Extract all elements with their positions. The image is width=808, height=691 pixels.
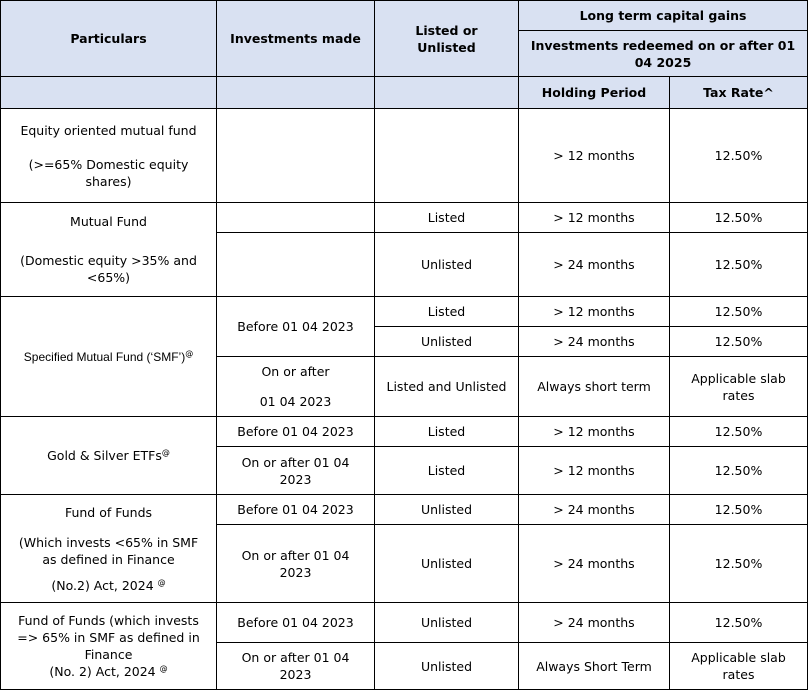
listed-cell: Listed	[375, 417, 519, 447]
header-holding-period: Holding Period	[519, 77, 670, 109]
listed-cell	[375, 109, 519, 203]
header-redeemed: Investments redeemed on or after 01 04 2025	[519, 31, 808, 77]
investments-cell	[217, 233, 375, 297]
holding-cell: > 24 months	[519, 327, 670, 357]
act-text: (No. 2) Act, 2024	[49, 664, 156, 679]
particulars-note-act	[7, 577, 210, 594]
investments-cell: Before 01 04 2023	[217, 297, 375, 357]
header-blank-1	[1, 77, 217, 109]
particulars-text: Fund of Funds (which invests => 65% in SMF as defined in Finance	[17, 613, 200, 662]
listed-cell: Unlisted	[375, 525, 519, 603]
particulars-text: Equity oriented mutual fund	[20, 122, 197, 138]
table-row	[1, 495, 808, 525]
listed-cell: Unlisted	[375, 495, 519, 525]
table-row	[1, 203, 808, 233]
listed-cell: Unlisted	[375, 233, 519, 297]
particulars-text: Gold & Silver ETFs	[47, 448, 162, 463]
act-text: (No.2) Act, 2024	[51, 577, 154, 593]
listed-cell: Listed	[375, 203, 519, 233]
rate-cell: Applicable slab rates	[670, 643, 808, 690]
investments-date: 01 04 2023	[259, 394, 332, 409]
rate-cell: 12.50%	[670, 109, 808, 203]
rate-cell: 12.50%	[670, 203, 808, 233]
rate-cell: 12.50%	[670, 417, 808, 447]
particulars-note: (Domestic equity >35% and <65%)	[20, 253, 197, 285]
header-particulars: Particulars	[1, 1, 217, 77]
holding-cell: Always short term	[519, 357, 670, 417]
investments-text: On or after	[261, 364, 330, 379]
investments-cell: Before 01 04 2023	[217, 417, 375, 447]
holding-cell: > 12 months	[519, 203, 670, 233]
rate-cell: 12.50%	[670, 525, 808, 603]
particulars-note: (>=65% Domestic equity shares)	[28, 156, 189, 189]
particulars-cell	[1, 417, 217, 495]
table-row	[1, 603, 808, 643]
particulars-cell	[1, 297, 217, 417]
rate-cell: 12.50%	[670, 327, 808, 357]
investments-cell	[217, 109, 375, 203]
header-blank-2	[217, 77, 375, 109]
holding-cell: > 24 months	[519, 495, 670, 525]
header-ltcg: Long term capital gains	[519, 1, 808, 31]
header-blank-3	[375, 77, 519, 109]
investments-cell: On or after 01 04 2023	[217, 525, 375, 603]
rate-cell: 12.50%	[670, 297, 808, 327]
particulars-text: Fund of Funds	[64, 504, 153, 520]
investments-cell	[217, 357, 375, 417]
listed-cell: Unlisted	[375, 327, 519, 357]
listed-cell: Listed and Unlisted	[375, 357, 519, 417]
particulars-text: Mutual Fund	[70, 214, 147, 229]
investments-cell: On or after 01 04 2023	[217, 643, 375, 690]
particulars-text: Specified Mutual Fund (‘SMF’)	[23, 349, 186, 364]
listed-cell: Listed	[375, 297, 519, 327]
footnote-marker: @	[161, 447, 170, 457]
rate-cell: Applicable slab rates	[670, 357, 808, 417]
header-tax-rate: Tax Rate^	[670, 77, 808, 109]
investments-cell	[217, 203, 375, 233]
rate-cell: 12.50%	[670, 447, 808, 495]
holding-cell: > 12 months	[519, 109, 670, 203]
header-investments-made: Investments made	[217, 1, 375, 77]
particulars-note: (Which invests <65% in SMF as defined in Finance	[18, 534, 199, 567]
investments-cell: Before 01 04 2023	[217, 603, 375, 643]
footnote-marker: @	[159, 663, 168, 673]
table-row	[1, 417, 808, 447]
holding-cell: > 12 months	[519, 297, 670, 327]
table-row	[1, 297, 808, 327]
footnote-marker: @	[157, 577, 166, 587]
footnote-marker: @	[185, 348, 194, 358]
particulars-cell	[1, 203, 217, 297]
investments-cell: On or after 01 04 2023	[217, 447, 375, 495]
listed-cell: Listed	[375, 447, 519, 495]
holding-cell: > 24 months	[519, 525, 670, 603]
listed-cell: Unlisted	[375, 603, 519, 643]
holding-cell: > 24 months	[519, 603, 670, 643]
rate-cell: 12.50%	[670, 233, 808, 297]
listed-cell: Unlisted	[375, 643, 519, 690]
holding-cell: > 12 months	[519, 417, 670, 447]
holding-cell: Always Short Term	[519, 643, 670, 690]
holding-cell: > 12 months	[519, 447, 670, 495]
investments-cell: Before 01 04 2023	[217, 495, 375, 525]
rate-cell: 12.50%	[670, 495, 808, 525]
header-listed-or-unlisted: Listed or Unlisted	[375, 1, 519, 77]
holding-cell: > 24 months	[519, 233, 670, 297]
particulars-cell	[1, 109, 217, 203]
rate-cell: 12.50%	[670, 603, 808, 643]
particulars-cell	[1, 495, 217, 603]
table-row	[1, 109, 808, 203]
particulars-note-act	[7, 663, 210, 680]
particulars-cell	[1, 603, 217, 690]
